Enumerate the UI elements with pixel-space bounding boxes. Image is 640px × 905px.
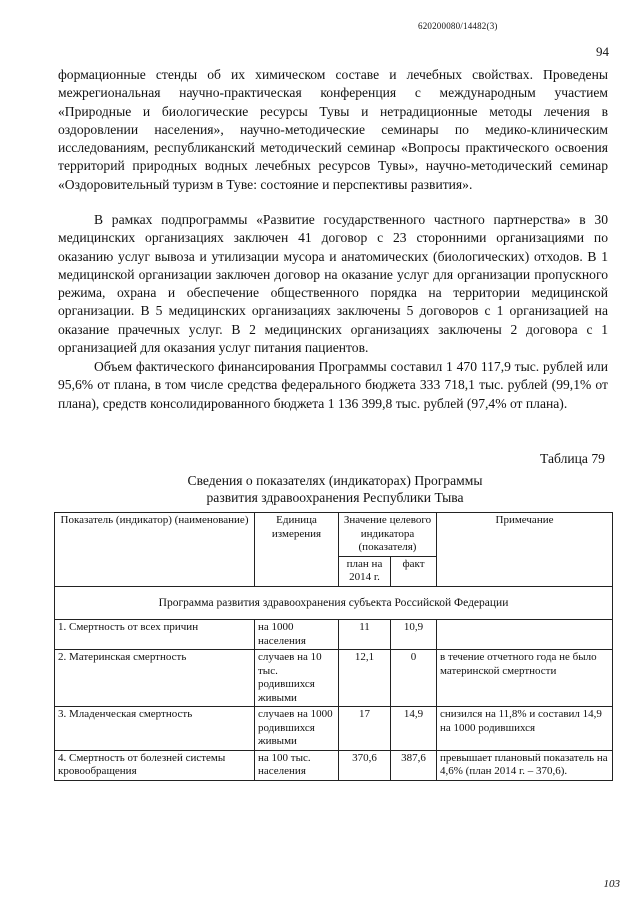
cell-plan: 17 <box>339 707 391 751</box>
table-title-line-2: развития здравоохранения Республики Тыва <box>206 490 464 505</box>
page-number: 94 <box>596 44 609 59</box>
header-value: Значение целевого индикатора (показателя) <box>339 513 437 557</box>
cell-fact: 0 <box>391 650 437 707</box>
table-row <box>55 650 613 707</box>
header-plan: план на 2014 г. <box>339 556 391 586</box>
cell-fact: 387,6 <box>391 750 437 780</box>
cell-unit: на 100 тыс. населения <box>255 750 339 780</box>
table-title-line-1: Сведения о показателях (индикаторах) Программы <box>187 473 483 488</box>
cell-unit: случаев на 10 тыс. родившихся живыми <box>255 650 339 707</box>
handwritten-page-mark: 103 <box>603 878 620 890</box>
table-row <box>55 620 613 650</box>
indicators-table <box>54 512 613 781</box>
table-title <box>90 472 580 506</box>
cell-fact: 14,9 <box>391 707 437 751</box>
cell-unit: на 1000 населения <box>255 620 339 650</box>
cell-fact: 10,9 <box>391 620 437 650</box>
paragraph-1: формационные стенды об их химическом составе и лечебных свойствах. Проведены межрегиональная научно-практическая конференция с международным участием «Природные и биологические ресурсы Тувы и нетрадиционные методы лечения в оздоровлении населения», научно-методические семинары по медико-клиническим исследованиям, республиканский методический семинар «Вопросы практического освоения территорий природных водных лечебных ресурсов Тувы», научно-методический семинар «Оздоровительный туризм в Туве: состояние и перспективы развития». <box>58 67 608 192</box>
cell-plan: 370,6 <box>339 750 391 780</box>
cell-plan: 11 <box>339 620 391 650</box>
table-row <box>55 750 613 780</box>
paragraph-2: В рамках подпрограммы «Развитие государственного частного партнерства» в 30 медицинских организациях заключен 41 договор с 23 сторонними организациями по оказанию услуг вывоза и утилизации мусора и анатомических (биологических) отходов. В 1 медицинской организации заключен договор на оказание услуг для организации пропускного режима, охрана и обеспечение общественного порядка на территории медицинской организации. В 5 медицинских организациях заключены 5 договоров с 1 организацией на оказание прачечных услуг. В 2 медицинских организациях заключены 2 договора с 1 организацией для оказания услуг питания пациентов. <box>58 212 608 356</box>
cell-plan: 12,1 <box>339 650 391 707</box>
cell-note: в течение отчетного года не было материнской смертности <box>437 650 613 707</box>
cell-indicator: 1. Смертность от всех причин <box>55 620 255 650</box>
table-header-row <box>55 513 613 557</box>
paragraph-3: Объем фактического финансирования Программы составил 1 470 117,9 тыс. рублей или 95,6% от плана, в том числе средства федерального бюджета 333 718,1 тыс. рублей (99,1% от плана), средств консолидированного бюджета 1 136 399,8 тыс. рублей (97,4% от плана). <box>58 359 608 411</box>
cell-note <box>437 620 613 650</box>
cell-indicator: 4. Смертность от болезней системы кровообращения <box>55 750 255 780</box>
cell-indicator: 3. Младенческая смертность <box>55 707 255 751</box>
cell-unit: случаев на 1000 родившихся живыми <box>255 707 339 751</box>
cell-indicator: 2. Материнская смертность <box>55 650 255 707</box>
header-note: Примечание <box>437 513 613 587</box>
header-indicator: Показатель (индикатор) (наименование) <box>55 513 255 587</box>
header-unit: Единица измерения <box>255 513 339 587</box>
table-label: Таблица 79 <box>540 451 605 466</box>
cell-note: снизился на 11,8% и составил 14,9 на 1000 родившихся <box>437 707 613 751</box>
header-fact: факт <box>391 556 437 586</box>
cell-note: превышает плановый показатель на 4,6% (план 2014 г. – 370,6). <box>437 750 613 780</box>
document-number: 620200080/14482(3) <box>418 21 498 31</box>
table-section-row <box>55 586 613 620</box>
section-title: Программа развития здравоохранения субъекта Российской Федерации <box>55 586 613 620</box>
table-row <box>55 707 613 751</box>
